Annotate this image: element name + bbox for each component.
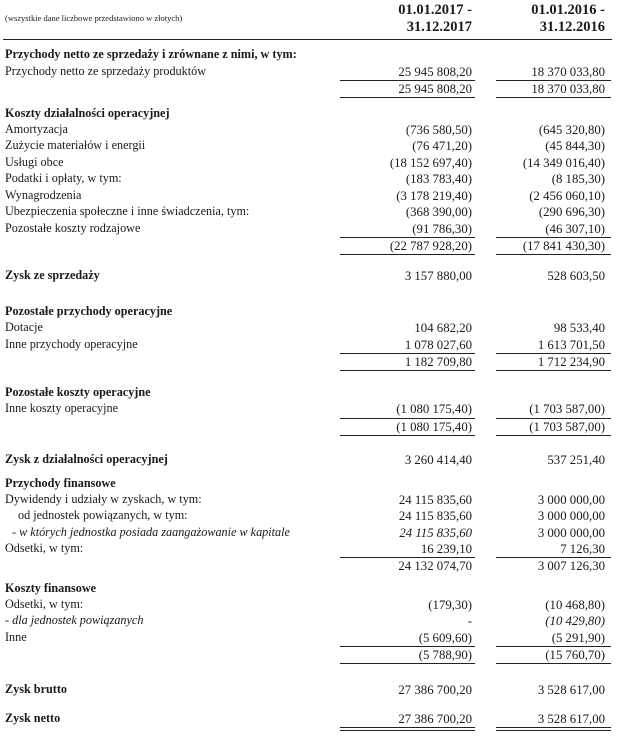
section-operating-costs-title: Koszty działalności operacyjnej xyxy=(5,106,170,120)
subtotal-value-2017: (1 080 175,40) xyxy=(396,420,472,434)
subtotal-value-2017: (5 788,90) xyxy=(418,648,472,662)
row-value-2017: 24 115 835,60 xyxy=(398,509,472,523)
total-rule xyxy=(496,254,611,255)
subtotal-value-2016: 1 712 234,90 xyxy=(537,355,605,369)
row-label: Odsetki, w tym: xyxy=(5,597,84,611)
total-rule xyxy=(340,353,475,354)
row-label: Inne xyxy=(5,630,27,644)
row-value-2017: (368 390,00) xyxy=(405,205,472,219)
total-rule xyxy=(340,435,475,436)
row-value-2017: (183 783,40) xyxy=(405,172,472,186)
subtotal-value-2017: 1 182 709,80 xyxy=(404,355,472,369)
sales-profit-2017: 3 157 880,00 xyxy=(404,269,472,283)
total-rule xyxy=(340,370,475,371)
row-value-2017: (18 152 697,40) xyxy=(389,156,472,170)
total-rule xyxy=(340,418,475,419)
row-value-2016: 3 000 000,00 xyxy=(537,493,605,507)
row-label: Amortyzacja xyxy=(5,122,68,136)
gross-profit-2016: 3 528 617,00 xyxy=(537,683,605,697)
section-other-operating-income-title: Pozostałe przychody operacyjne xyxy=(5,304,173,318)
gross-profit-label: Zysk brutto xyxy=(5,682,67,696)
row-value-2017: (1 080 175,40) xyxy=(396,402,472,416)
total-rule xyxy=(496,663,611,664)
row-value-2017: (5 609,60) xyxy=(418,631,472,645)
row-label: Inne koszty operacyjne xyxy=(5,401,119,415)
row-label: Zużycie materiałów i energii xyxy=(5,138,146,152)
double-rule xyxy=(496,727,611,728)
row-value-2017: 1 078 027,60 xyxy=(404,338,472,352)
subtotal-value-2016: 18 370 033,80 xyxy=(531,82,605,96)
total-rule xyxy=(340,646,475,647)
double-rule xyxy=(340,727,475,728)
total-rule xyxy=(496,418,611,419)
row-label: Pozostałe koszty rodzajowe xyxy=(5,221,141,235)
row-label: Przychody netto ze sprzedaży produktów xyxy=(5,64,207,78)
row-value-2016: (10 429,80) xyxy=(545,614,605,628)
double-rule xyxy=(340,730,475,731)
total-rule xyxy=(496,80,611,81)
row-value-2016: (8 185,30) xyxy=(551,172,605,186)
row-value-2017: (91 786,30) xyxy=(412,222,472,236)
row-value-2016: (14 349 016,40) xyxy=(522,156,605,170)
header-rule xyxy=(3,39,612,40)
operating-profit-2016: 537 251,40 xyxy=(547,453,605,467)
operating-profit-2017: 3 260 414,40 xyxy=(404,453,472,467)
row-value-2016: (5 291,90) xyxy=(551,631,605,645)
row-value-2016: (1 703 587,00) xyxy=(529,402,605,416)
subtotal-value-2016: 3 007 126,30 xyxy=(537,559,605,573)
subtotal-value-2016: (1 703 587,00) xyxy=(529,420,605,434)
row-value-2016: (290 696,30) xyxy=(538,205,605,219)
total-rule xyxy=(496,97,611,98)
row-value-2017: (76 471,20) xyxy=(412,139,472,153)
row-value-2016: 98 533,40 xyxy=(553,321,605,335)
total-rule xyxy=(340,97,475,98)
total-rule xyxy=(496,646,611,647)
sales-profit-2016: 528 603,50 xyxy=(547,269,605,283)
row-value-2017: 16 239,10 xyxy=(420,542,472,556)
period-header-2016: 01.01.2016 - 31.12.2016 xyxy=(531,2,605,35)
row-label: od jednostek powiązanych, w tym: xyxy=(18,508,188,522)
total-rule xyxy=(340,254,475,255)
row-value-2016: 7 126,30 xyxy=(560,542,605,556)
row-label: Dywidendy i udziały w zyskach, w tym: xyxy=(5,492,202,506)
section-net-revenue-title: Przychody netto ze sprzedaży i zrównane z nimi, w tym: xyxy=(5,47,297,61)
row-label: Podatki i opłaty, w tym: xyxy=(5,171,122,185)
subtotal-value-2017: 25 945 808,20 xyxy=(398,82,472,96)
row-value-2016: 18 370 033,80 xyxy=(531,65,605,79)
subtotal-value-2017: 24 132 074,70 xyxy=(398,559,472,573)
total-rule xyxy=(340,80,475,81)
row-value-2016: (2 456 060,10) xyxy=(529,189,605,203)
row-label: - dla jednostek powiązanych xyxy=(5,613,144,627)
total-rule xyxy=(496,435,611,436)
row-value-2017: - xyxy=(467,614,472,628)
row-label: Dotacje xyxy=(5,320,43,334)
row-value-2016: (45 844,30) xyxy=(545,139,605,153)
row-label: Inne przychody operacyjne xyxy=(5,337,138,351)
section-financial-costs-title: Koszty finansowe xyxy=(5,581,97,595)
row-value-2017: 24 115 835,60 xyxy=(399,526,472,540)
row-value-2016: 1 613 701,50 xyxy=(537,338,605,352)
total-rule xyxy=(496,557,611,558)
total-rule xyxy=(340,237,475,238)
gross-profit-2017: 27 386 700,20 xyxy=(398,683,472,697)
net-profit-label: Zysk netto xyxy=(5,711,61,725)
subtotal-value-2016: (15 760,70) xyxy=(545,648,605,662)
total-rule xyxy=(496,370,611,371)
double-rule xyxy=(496,730,611,731)
total-rule xyxy=(496,237,611,238)
total-rule xyxy=(340,663,475,664)
total-rule xyxy=(340,557,475,558)
row-value-2017: (3 178 219,40) xyxy=(396,189,472,203)
row-value-2016: (10 468,80) xyxy=(545,598,605,612)
currency-note: (wszystkie dane liczbowe przedstawiono w złotych) xyxy=(5,13,183,23)
row-value-2016: (645 320,80) xyxy=(538,123,605,137)
net-profit-2017: 27 386 700,20 xyxy=(398,712,472,726)
section-financial-income-title: Przychody finansowe xyxy=(5,476,116,490)
row-value-2017: 25 945 808,20 xyxy=(398,65,472,79)
operating-profit-label: Zysk z działalności operacyjnej xyxy=(5,452,168,466)
row-value-2017: (736 580,50) xyxy=(405,123,472,137)
period-header-2017: 01.01.2017 - 31.12.2017 xyxy=(398,2,472,35)
row-value-2017: (179,30) xyxy=(428,598,472,612)
subtotal-value-2016: (17 841 430,30) xyxy=(522,239,605,253)
row-value-2016: 3 000 000,00 xyxy=(537,509,605,523)
row-value-2017: 104 682,20 xyxy=(414,321,472,335)
row-value-2016: 3 000 000,00 xyxy=(537,526,605,540)
row-label: Ubezpieczenia społeczne i inne świadczenia, tym: xyxy=(5,204,250,218)
row-label: - w których jednostka posiada zaangażowanie w kapitale xyxy=(12,525,290,539)
row-value-2016: (46 307,10) xyxy=(545,222,605,236)
row-value-2017: 24 115 835,60 xyxy=(398,493,472,507)
row-label: Usługi obce xyxy=(5,155,64,169)
sales-profit-label: Zysk ze sprzedaży xyxy=(5,268,100,282)
subtotal-value-2017: (22 787 928,20) xyxy=(389,239,472,253)
row-label: Odsetki, w tym: xyxy=(5,541,84,555)
net-profit-2016: 3 528 617,00 xyxy=(537,712,605,726)
total-rule xyxy=(496,353,611,354)
section-other-operating-costs-title: Pozostałe koszty operacyjne xyxy=(5,385,151,399)
row-label: Wynagrodzenia xyxy=(5,188,82,202)
